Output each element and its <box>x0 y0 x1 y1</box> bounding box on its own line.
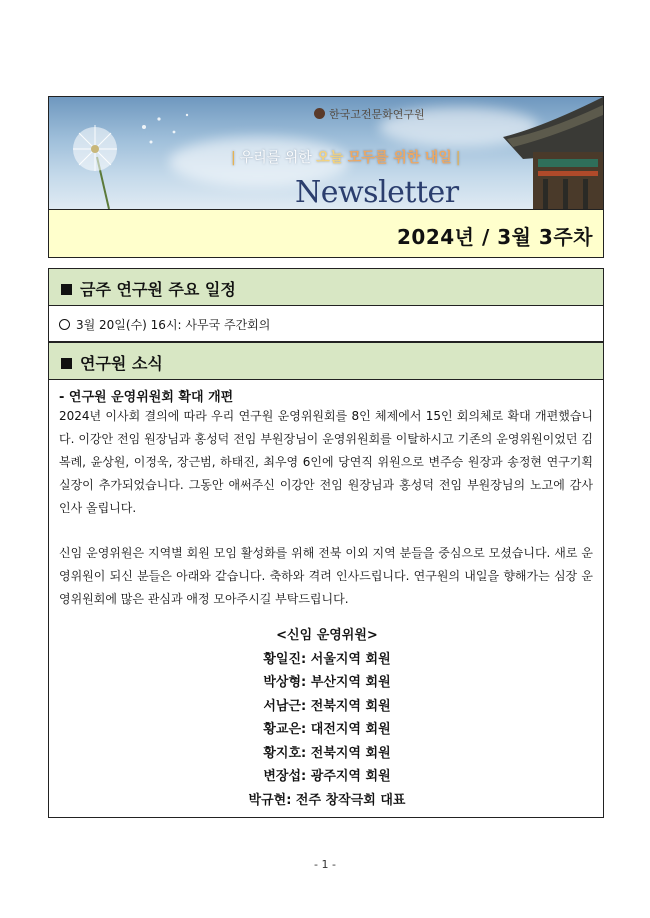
article-title: - 연구원 운영위원회 확대 개편 <box>59 390 234 405</box>
org-name: 한국고전문화연구원 <box>314 106 425 122</box>
list-item: 황일진: 서울지역 회원 <box>263 651 391 667</box>
section-title: 연구원 소식 <box>80 354 163 373</box>
list-item: 황지호: 전북지역 회원 <box>263 745 391 761</box>
schedule-box <box>48 306 604 342</box>
news-box <box>48 380 604 818</box>
list-heading: <신임 운영위원> <box>276 628 378 643</box>
dandelion-illustration <box>49 97 209 209</box>
square-bullet-icon <box>61 284 72 295</box>
page-number: - 1 - <box>314 858 336 871</box>
list-item: 박상형: 부산지역 회원 <box>263 675 391 690</box>
date-bar <box>48 210 604 258</box>
circle-bullet-icon <box>59 319 70 330</box>
article-paragraph-1: 2024년 이사회 결의에 따라 우리 연구원 운영위원회를 8인 체제에서 15인 회의체로 확대 개편했습니다. 이강안 전임 원장님과 홍성덕 전임 부원장님이 운영위원회를 이탈하시고 기존의 운영위원이었던 김복례, 윤상원, 이정욱, 장근범, 하태진, 최우영 6인에 당연직 위원으로 변주승 원장과 송정현 연구기획실장이 추가되었습니다. 그동안 애써주신 이강안 전임 원장님과 홍성덕 전임 부원장님의 노고에 감사 인사 올립니다. <box>59 409 593 515</box>
list-item: 3월 20일(수) 16시: 사무국 주간회의 <box>59 316 270 333</box>
org-logo-icon <box>314 108 325 119</box>
square-bullet-icon <box>61 358 72 369</box>
list-item: 황교은: 대전지역 회원 <box>263 722 391 737</box>
section-title: 금주 연구원 주요 일정 <box>80 280 236 299</box>
slogan: | 우리를 위한 오늘 모두를 위한 내일 | <box>231 150 461 166</box>
list-item: 박규현: 전주 창작극회 대표 <box>248 792 406 808</box>
section-schedule-header <box>48 268 604 306</box>
list-item: 변장섭: 광주지역 회원 <box>263 769 391 784</box>
section-news-header <box>48 342 604 380</box>
list-item: 서남근: 전북지역 회원 <box>263 698 391 714</box>
committee-list <box>49 624 605 812</box>
traditional-roof-illustration <box>493 97 603 209</box>
newsletter-title: Newsletter <box>295 175 459 210</box>
issue-date: 2024년 / 3월 3주차 <box>397 225 593 249</box>
newsletter-banner <box>48 96 604 210</box>
article-paragraph-2: 신임 운영위원은 지역별 회원 모임 활성화를 위해 전북 이외 지역 분들을 중심으로 모셨습니다. 새로 운영위원이 되신 분들은 아래와 같습니다. 축하와 격려 인사드립니다. 연구원의 내일을 향해가는 심장 운영위원회에 많은 관심과 애정 모아주시길 부탁드립니다. <box>59 546 593 606</box>
